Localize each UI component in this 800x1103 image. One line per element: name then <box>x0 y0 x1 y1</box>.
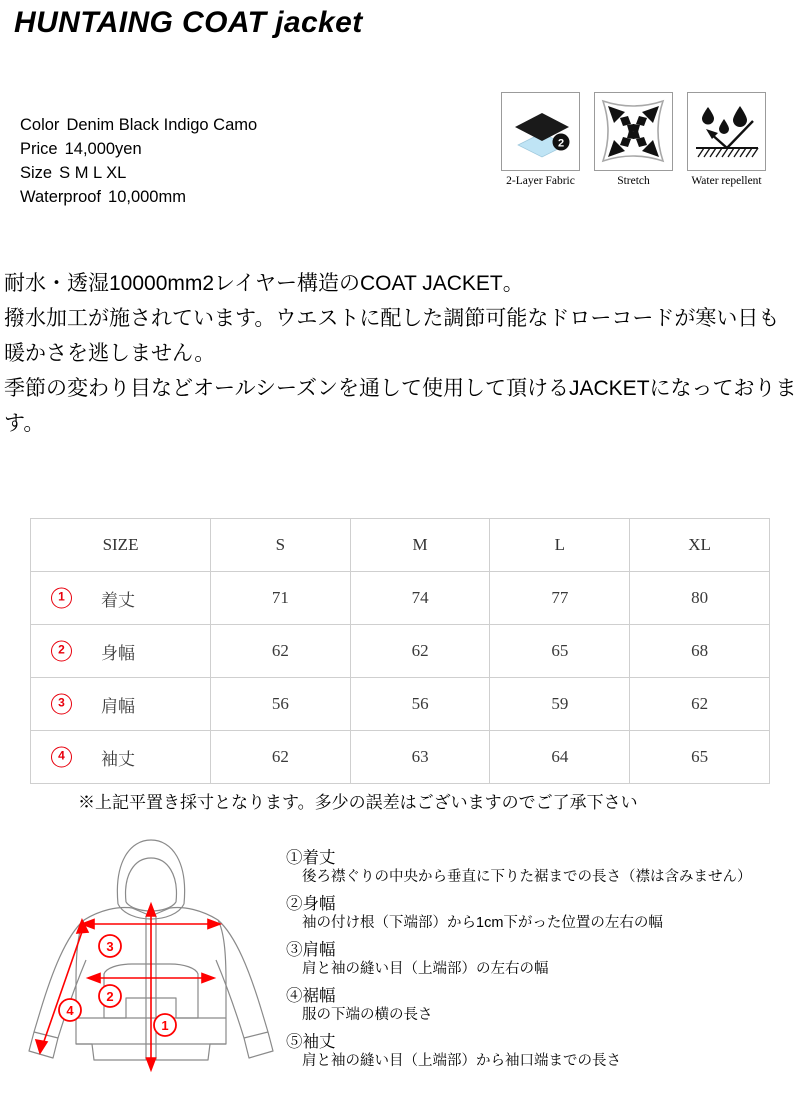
row-label-katahaba <box>31 678 211 731</box>
legend-item-kitake <box>286 848 786 887</box>
row-marker-4: 4 <box>51 747 72 768</box>
table-row <box>31 625 770 678</box>
legend-item-mihaba <box>286 894 786 933</box>
size-chart-table <box>30 518 770 784</box>
spec-key-price: Price <box>20 140 58 158</box>
cell-sodetake-s: 62 <box>211 731 351 784</box>
description-line-3: 季節の変わり目などオールシーズンを通して使用して頂けるJACKETになっております。 <box>4 377 797 435</box>
stretch-icon <box>594 92 673 171</box>
legend-desc-5: 肩と袖の縫い目（上端部）から袖口端までの長さ <box>302 1053 621 1069</box>
spec-row-price <box>20 137 257 161</box>
legend-title-mihaba <box>286 894 786 914</box>
legend-title-sodetake <box>286 1032 786 1052</box>
spec-row-color <box>20 113 257 137</box>
feature-caption-stretch: Stretch <box>617 175 650 187</box>
cell-mihaba-m: 62 <box>350 625 490 678</box>
legend-desc-3: 肩と袖の縫い目（上端部）の左右の幅 <box>302 961 549 977</box>
feature-caption-two-layer-fabric: 2-Layer Fabric <box>506 175 575 187</box>
cell-katahaba-l: 59 <box>490 678 630 731</box>
description-line-2: 撥水加工が施されています。ウエストに配した調節可能なドローコードが寒い日も暖かさを逃しません。 <box>4 307 780 365</box>
cell-kitake-m: 74 <box>350 572 490 625</box>
row-label-text: 身幅 <box>101 643 135 663</box>
cell-sodetake-xl: 65 <box>630 731 770 784</box>
table-header-size: SIZE <box>31 519 211 572</box>
legend-label-1: 着丈 <box>302 849 336 867</box>
legend-num-5: ⑤ <box>286 1033 303 1051</box>
two-layer-fabric-icon <box>501 92 580 171</box>
cell-mihaba-s: 62 <box>211 625 351 678</box>
product-description <box>4 266 798 441</box>
diagram-marker-1: 1 <box>161 1018 169 1033</box>
row-marker-2: 2 <box>51 641 72 662</box>
feature-badge-stretch <box>592 92 675 188</box>
spec-key-size: Size <box>20 164 53 182</box>
diagram-marker-3: 3 <box>106 939 114 954</box>
water-repellent-icon <box>687 92 766 171</box>
feature-badge-group <box>499 92 768 188</box>
cell-katahaba-m: 56 <box>350 678 490 731</box>
svg-text:2: 2 <box>557 137 565 150</box>
spec-value-waterproof: 10,000mm <box>108 188 186 206</box>
row-label-sodetake <box>31 731 211 784</box>
legend-item-sodetake <box>286 1032 786 1071</box>
feature-badge-two-layer-fabric <box>499 92 582 188</box>
diagram-marker-2: 2 <box>106 989 114 1004</box>
description-line-1: 耐水・透湿10000mm2レイヤー構造のCOAT JACKET。 <box>4 272 524 295</box>
legend-desc-2: 袖の付け根（下端部）から1cm下がった位置の左右の幅 <box>302 915 663 931</box>
legend-title-katahaba <box>286 940 786 960</box>
cell-kitake-l: 77 <box>490 572 630 625</box>
size-table-note: ※上記平置き採寸となります。多少の誤差はございますのでご了承下さい <box>78 793 638 812</box>
table-row <box>31 572 770 625</box>
spec-value-size: S M L XL <box>59 164 127 182</box>
jacket-measurement-diagram <box>22 832 280 1103</box>
cell-sodetake-m: 63 <box>350 731 490 784</box>
spec-value-color: Denim Black Indigo Camo <box>66 116 258 134</box>
spec-key-color: Color <box>20 116 60 134</box>
spec-row-size <box>20 161 257 185</box>
cell-mihaba-xl: 68 <box>630 625 770 678</box>
legend-item-susohaba <box>286 986 786 1025</box>
legend-desc-4: 服の下端の横の長さ <box>302 1007 433 1023</box>
cell-katahaba-xl: 62 <box>630 678 770 731</box>
spec-value-price: 14,000yen <box>64 140 142 158</box>
table-header-xl: XL <box>630 519 770 572</box>
legend-label-5: 袖丈 <box>302 1033 336 1051</box>
feature-badge-water-repellent <box>685 92 768 188</box>
row-label-text: 袖丈 <box>101 749 135 769</box>
legend-label-3: 肩幅 <box>302 941 336 959</box>
table-header-m: M <box>350 519 490 572</box>
legend-num-3: ③ <box>286 941 303 959</box>
table-row <box>31 678 770 731</box>
cell-kitake-s: 71 <box>211 572 351 625</box>
spec-row-waterproof <box>20 185 257 209</box>
row-marker-3: 3 <box>51 694 72 715</box>
legend-label-4: 裾幅 <box>302 987 336 1005</box>
product-spec-list <box>20 113 257 209</box>
row-label-text: 着丈 <box>101 590 135 610</box>
legend-num-2: ② <box>286 895 303 913</box>
legend-item-katahaba <box>286 940 786 979</box>
measurement-legend <box>286 848 786 1078</box>
page-title: HUNTAING COAT jacket <box>14 6 363 39</box>
feature-caption-water-repellent: Water repellent <box>691 175 762 187</box>
legend-title-susohaba <box>286 986 786 1006</box>
cell-mihaba-l: 65 <box>490 625 630 678</box>
row-label-text: 肩幅 <box>101 696 135 716</box>
row-label-kitake <box>31 572 211 625</box>
row-label-mihaba <box>31 625 211 678</box>
table-header-l: L <box>490 519 630 572</box>
legend-title-kitake <box>286 848 786 868</box>
cell-kitake-xl: 80 <box>630 572 770 625</box>
legend-num-1: ① <box>286 849 303 867</box>
cell-sodetake-l: 64 <box>490 731 630 784</box>
legend-desc-1: 後ろ襟ぐりの中央から垂直に下りた裾までの長さ（襟は含みません） <box>302 869 752 885</box>
table-header-s: S <box>211 519 351 572</box>
legend-num-4: ④ <box>286 987 303 1005</box>
row-marker-1: 1 <box>51 588 72 609</box>
legend-label-2: 身幅 <box>302 895 336 913</box>
table-header-row <box>31 519 770 572</box>
spec-key-waterproof: Waterproof <box>20 188 102 206</box>
cell-katahaba-s: 56 <box>211 678 351 731</box>
diagram-marker-4: 4 <box>66 1003 74 1018</box>
table-row <box>31 731 770 784</box>
